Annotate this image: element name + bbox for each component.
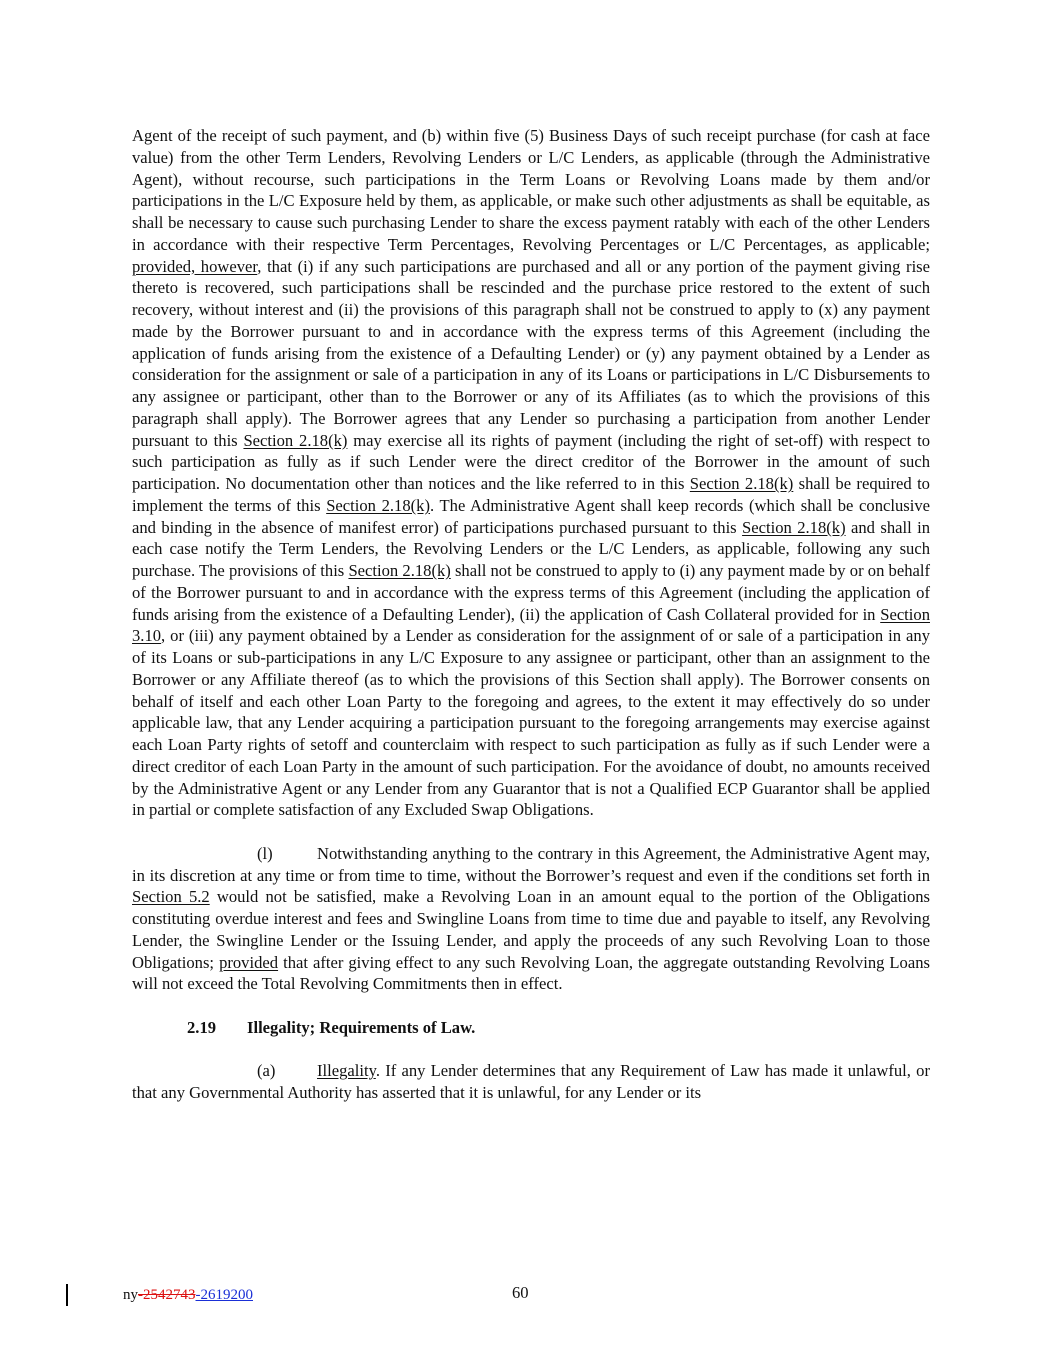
change-bar — [66, 1284, 68, 1306]
doc-id-prefix: ny — [123, 1287, 138, 1303]
section-reference: Section 5.2 — [132, 887, 210, 907]
section-heading — [132, 1017, 930, 1039]
page-number: 60 — [512, 1283, 529, 1302]
section-reference: Section 2.18(k) — [348, 561, 451, 580]
paragraph-a — [132, 1060, 930, 1104]
section-reference: Section 2.18(k) — [326, 495, 431, 515]
text-run: , or (iii) any payment obtained by a Lender as consideration for the assignment of or sale of a participation in any of its Loans or sub-participations in any L/C Exposure to any assignee or participant, other than an assignment to the Borrower or any Affiliate thereof (as to which the provisions of this Section shall apply). The Borrower consents on behalf of itself and each other Loan Party to the foregoing and agrees, to the extent it may effectively do so under applicable law, that any Lender acquiring a participation pursuant to the foregoing arrangements may exercise against each Loan Party rights of setoff and counterclaim with respect to such participation as fully as if such Lender were a direct creditor of each Loan Party in the amount of such participation. For the avoidance of doubt, no amounts received by the Administrative Agent or any Lender from any Guarantor that is not a Qualified ECP Guarantor shall be applied in partial or complete satisfaction of any Excluded Swap Obligations. — [132, 626, 930, 820]
section-reference: Section 2.18(k) — [742, 517, 846, 537]
text-run: , that (i) if any such participations are purchased and all or any portion of the payment giving rise thereto is recovered, such participations shall be rescinded and the purchase price restored to the extent of such recovery, without interest and (ii) the provisions of this paragraph shall not be construed to apply to (x) any payment made by the Borrower pursuant to and in accordance with the express terms of this Agreement (including the application of funds arising from the existence of a Defaulting Lender) or (y) any payment obtained by a Lender as consideration for the assignment or sale of a participation in any of its Loans or participations in L/C Disbursements to any assignee or participant, other than to the Borrower or any of its Affiliates (as to which the provisions of this paragraph shall apply). The Borrower agrees that any Lender so purchasing a participation from another Lender pursuant to this — [132, 256, 931, 450]
document-body — [132, 125, 930, 1104]
provided-term: provided — [219, 952, 279, 972]
provided-however-term: provided, however — [132, 256, 258, 276]
doc-id-deleted: -2542743 — [138, 1287, 196, 1303]
text-run: . If any Lender determines that any Requirement of Law has made it unlawful, or that any Governmental Authority has asserted that it is unlawful, for any Lender or its — [132, 1061, 930, 1102]
paragraph-label: (l) — [257, 843, 273, 863]
text-run: Notwithstanding anything to the contrary in this Agreement, the Administrative Agent may, in its discretion at any time or from time to time, without the Borrower’s request and even if the conditions set forth in — [132, 843, 930, 885]
doc-id-inserted: -2619200 — [195, 1287, 253, 1303]
section-reference: Section 2.18(k) — [243, 430, 348, 450]
paragraph-label: (a) — [257, 1061, 276, 1081]
text-run: would not be satisfied, make a Revolving Loan in an amount equal to the portion of the Obligations constituting overdue interest and fees and Swingline Loans from time to time due and payable to itself, any Revolving Lender, the Swingline Lender or the Issuing Lender, and apply the proceeds of any such Revolving Loan to those Obligations; — [132, 887, 930, 972]
section-reference: Section 3.10 — [132, 604, 930, 646]
section-title: Illegality; Requirements of Law. — [247, 1017, 476, 1037]
paragraph-k-continuation — [132, 125, 930, 821]
text-run: shall be required to implement the terms of this — [132, 474, 930, 515]
document-id — [123, 1287, 253, 1304]
section-reference: Section 2.18(k) — [689, 474, 794, 493]
paragraph-l — [132, 843, 930, 995]
text-run: . The Administrative Agent shall keep records (which shall be conclusive and binding in the absence of manifest error) of participations purchased pursuant to this — [132, 495, 931, 537]
section-number: 2.19 — [187, 1017, 217, 1037]
text-run: that after giving effect to any such Revolving Loan, the aggregate outstanding Revolving Loans will not exceed the Total Revolving Commitments then in effect. — [132, 952, 930, 994]
text-run: shall not be construed to apply to (i) any payment made by or on behalf of the Borrower pursuant to and in accordance with the express terms of this Agreement (including the application of funds arising from the existence of a Defaulting Lender), (ii) the application of Cash Collateral provided for in — [132, 561, 930, 624]
text-run: and shall in each case notify the Term Lenders, the Revolving Lenders or the L/C Lenders, as applicable, following any such purchase. The provisions of this — [132, 517, 930, 580]
text-run: may exercise all its rights of payment (including the right of set-off) with respect to such participation as fully as if such Lender were the direct creditor of the Borrower in the amount of such participation. No documentation other than notices and the like referred to in this — [132, 430, 930, 493]
text-run: Agent of the receipt of such payment, and (b) within five (5) Business Days of such receipt purchase (for cash at face value) from the other Term Lenders, Revolving Lenders or L/C Lenders, as applicable (through the Administrative Agent), without recourse, such participations in the Term Loans or Revolving Loans made by them and/or participations in the L/C Exposure held by them, as applicable, or make such other adjustments as shall be equitable, as shall be necessary to cause such purchasing Lender to share the excess payment ratably with each of the other Lenders in accordance with their respective Term Percentages, Revolving Percentages or L/C Percentages, as applicable; — [132, 126, 930, 254]
illegality-term: Illegality — [317, 1061, 376, 1081]
